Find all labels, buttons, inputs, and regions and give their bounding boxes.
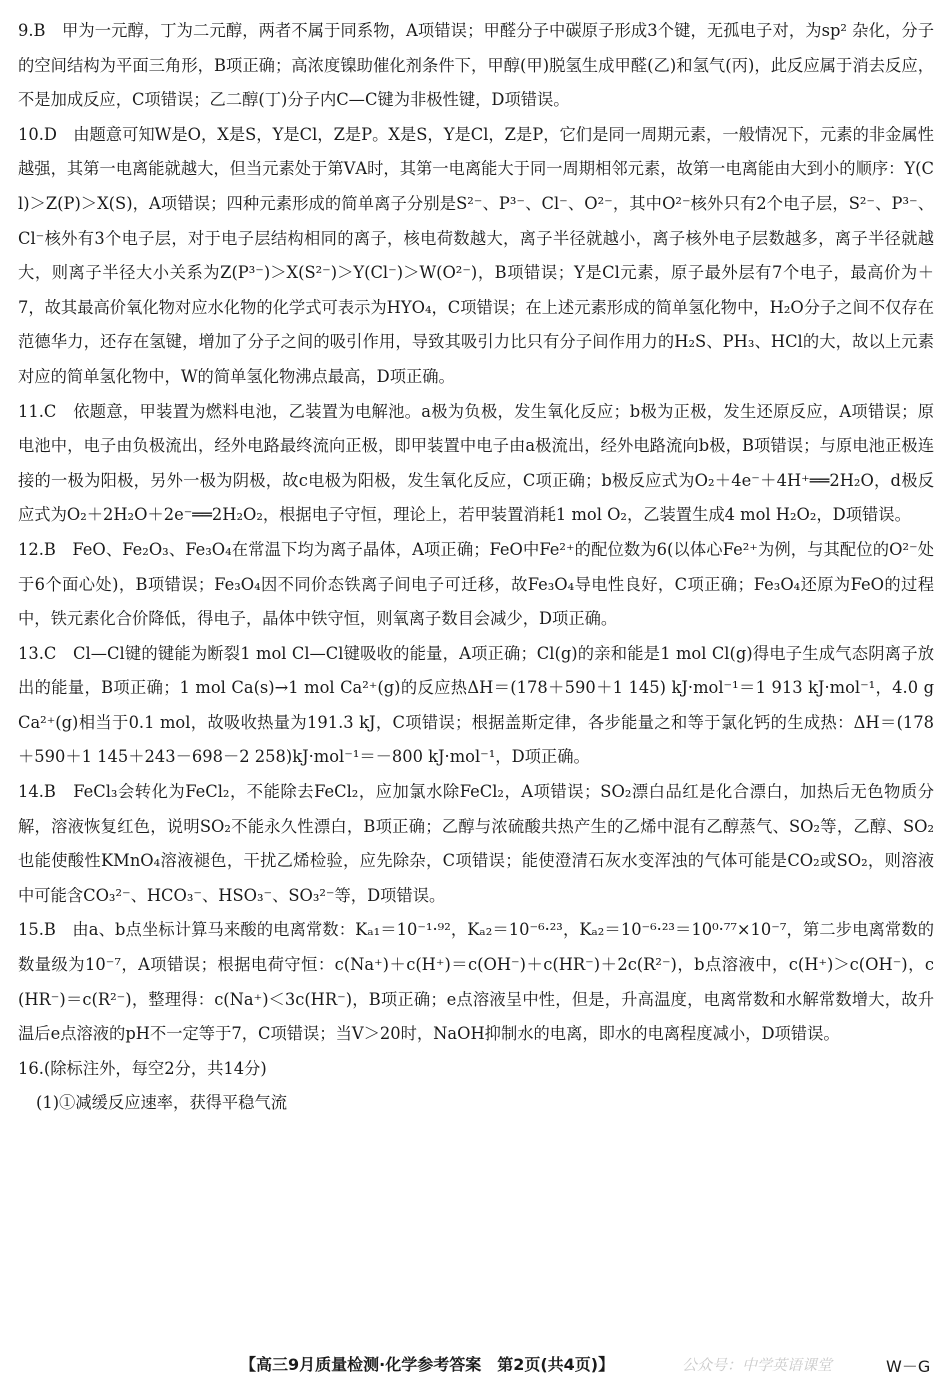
answer-9: 9.B 甲为一元醇，丁为二元醇，两者不属于同系物，A项错误；甲醛分子中碳原子形成3个键，无孤电子对，为sp² 杂化，分子的空间结构为平面三角形，B项正确；高浓度镍助催化剂条件下，甲醇(甲)脱氢生成甲醛(乙)和氢气(丙)，此反应属于消去反应，不是加成反应，C项错误；乙二醇(丁)分子内C—C键为非极性键，D项错误。: [18, 21, 934, 110]
answer-16-part-1: (1)①减缓反应速率，获得平稳气流: [36, 1093, 288, 1113]
footer-title: 【高三9月质量检测·化学参考答案 第2页(共4页)】: [240, 1355, 615, 1374]
answer-11: 11.C 依题意，甲装置为燃料电池，乙装置为电解池。a极为负极，发生氧化反应；b极为正极，发生还原反应，A项错误；原电池中，电子由负极流出，经外电路最终流向正极，即甲装置中电子由a极流出，经外电路流向b极，B项错误；与原电池正极连接的一极为阳极，另外一极为阴极，故c电极为阳极，发生氧化反应，C项正确；b极反应式为O₂＋4e⁻＋4H⁺══2H₂O，d极反应式为O₂＋2H₂O＋2e⁻══2H₂O₂，根据电子守恒，理论上，若甲装置消耗1 mol O₂，乙装置生成4 mol H₂O₂，D项错误。: [18, 401, 934, 525]
answer-16-header: 16.(除标注外，每空2分，共14分): [18, 1058, 267, 1078]
watermark: 公众号：中学英语课堂: [682, 1356, 833, 1374]
answer-14: 14.B FeCl₃会转化为FeCl₂，不能除去FeCl₂，应加氯水除FeCl₂，A项错误；SO₂漂白品红是化合漂白，加热后无色物质分解，溶液恢复红色，说明SO₂不能永久性漂白，B项正确；乙醇与浓硫酸共热产生的乙烯中混有乙醇蒸气、SO₂等，乙醇、SO₂也能使酸性KMnO₄溶液褪色，干扰乙烯检验，应先除杂，C项错误；能使澄清石灰水变浑浊的气体可能是CO₂或SO₂，则溶液中可能含CO₃²⁻、HCO₃⁻、HSO₃⁻、SO₃²⁻等，D项错误。: [18, 782, 934, 905]
paper-code: W－G: [886, 1357, 931, 1376]
answer-document: [18, 14, 934, 1121]
answer-10: 10.D 由题意可知W是O，X是S，Y是Cl，Z是P。X是S，Y是Cl，Z是P，它们是同一周期元素，一般情况下，元素的非金属性越强，其第一电离能就越大，但当元素处于第ⅤA时，其第一电离能大于同一周期相邻元素，故第一电离能由大到小的顺序：Y(Cl)＞Z(P)＞X(S)，A项错误；四种元素形成的简单离子分别是S²⁻、P³⁻、Cl⁻、O²⁻，其中O²⁻核外只有2个电子层，S²⁻、P³⁻、Cl⁻核外有3个电子层，对于电子层结构相同的离子，核电荷数越大，离子半径就越小，离子核外电子层数越多，离子半径就越大，则离子半径大小关系为Z(P³⁻)＞X(S²⁻)＞Y(Cl⁻)＞W(O²⁻)，B项错误；Y是Cl元素，原子最外层有7个电子，最高价为＋7，故其最高价氧化物对应水化物的化学式可表示为HYO₄，C项错误；在上述元素形成的简单氢化物中，H₂O分子之间不仅存在范德华力，还存在氢键，增加了分子之间的吸引作用，导致其吸引力比只有分子间作用力的H₂S、PH₃、HCl的大，故以上元素对应的简单氢化物中，W的简单氢化物沸点最高，D项正确。: [18, 124, 934, 386]
answer-15: 15.B 由a、b点坐标计算马来酸的电离常数：Kₐ₁＝10⁻¹·⁹²，Kₐ₂＝10⁻⁶·²³，Kₐ₂＝10⁻⁶·²³＝10⁰·⁷⁷×10⁻⁷，第二步电离常数的数量级为10⁻⁷，A项错误；根据电荷守恒：c(Na⁺)＋c(H⁺)＝c(OH⁻)＋c(HR⁻)＋2c(R²⁻)，b点溶液中，c(H⁺)＞c(OH⁻)，c(HR⁻)＝c(R²⁻)，整理得：c(Na⁺)＜3c(HR⁻)，B项正确；e点溶液呈中性，但是，升高温度，电离常数和水解常数增大，故升温后e点溶液的pH不一定等于7，C项错误；当V＞20时，NaOH抑制水的电离，即水的电离程度减小，D项错误。: [18, 920, 934, 1044]
page-footer: [0, 1352, 950, 1380]
answer-13: 13.C Cl—Cl键的键能为断裂1 mol Cl—Cl键吸收的能量，A项正确；Cl(g)的亲和能是1 mol Cl(g)得电子生成气态阴离子放出的能量，B项正确；1 mol Ca(s)→1 mol Ca²⁺(g)的反应热ΔH＝(178＋590＋1 145) kJ·mol⁻¹＝1 913 kJ·mol⁻¹，4.0 g Ca²⁺(g)相当于0.1 mol，故吸收热量为191.3 kJ，C项错误；根据盖斯定律，各步能量之和等于氯化钙的生成热：ΔH＝(178＋590＋1 145＋243－698－2 258)kJ·mol⁻¹＝－800 kJ·mol⁻¹，D项正确。: [18, 643, 934, 767]
answer-12: 12.B FeO、Fe₂O₃、Fe₃O₄在常温下均为离子晶体，A项正确；FeO中Fe²⁺的配位数为6(以体心Fe²⁺为例，与其配位的O²⁻处于6个面心处)，B项错误；Fe₃O₄因不同价态铁离子间电子可迁移，故Fe₃O₄导电性良好，C项正确；Fe₃O₄还原为FeO的过程中，铁元素化合价降低，得电子，晶体中铁守恒，则氧离子数目会减少，D项正确。: [18, 539, 934, 629]
